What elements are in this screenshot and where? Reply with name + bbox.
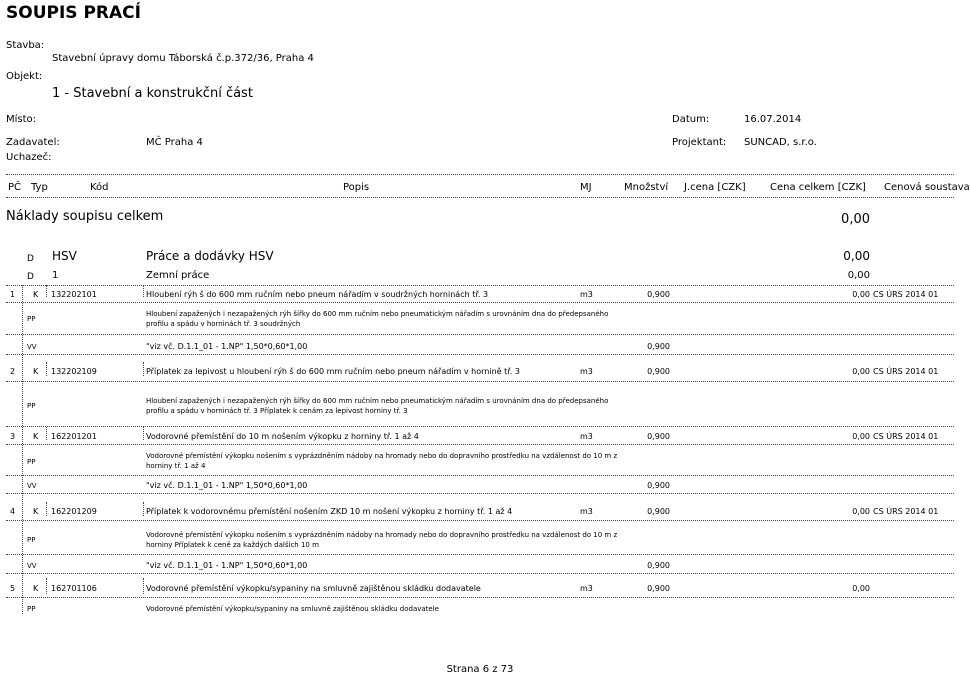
item-popis: Vodorovné přemístění do 10 m nošením výkopku z horniny tř. 1 až 4 <box>146 432 419 441</box>
item-qty: 0,900 <box>647 367 670 376</box>
column-separator <box>143 285 144 297</box>
item-popis: Příplatek za lepivost u hloubení rýh š do 600 mm ručním nebo pneum nářadím v hornině tř. 3 <box>146 367 520 376</box>
item-pc: 5 <box>10 584 16 593</box>
summary-label: Náklady soupisu celkem <box>6 209 164 224</box>
column-separator <box>46 285 47 297</box>
section-code: HSV <box>52 249 77 263</box>
section-name: Zemní práce <box>146 270 210 281</box>
pp-text-line: profilu a spádu v horninách tř. 3 Příplatek k cenám za lepivost horniny tř. 3 <box>146 407 408 415</box>
pp-text-line: Vodorovné přemístění výkopku/sypaniny na smluvně zajištěnou skládku dodavatele <box>146 605 439 613</box>
column-separator <box>143 502 144 516</box>
header-top-rule <box>6 174 954 175</box>
column-separator <box>143 578 144 594</box>
pp-label: PP <box>27 402 36 410</box>
item-popis: Hloubení rýh š do 600 mm ručním nebo pneum nářadím v soudržných horninách tř. 3 <box>146 290 489 299</box>
vv-text: "viz vč. D.1.1_01 - 1.NP" 1,50*0,60*1,00 <box>146 481 308 490</box>
item-mj: m3 <box>580 584 593 593</box>
column-separator <box>22 285 23 614</box>
vv-label: VV <box>27 343 37 351</box>
column-separator <box>143 427 144 440</box>
item-kod: 162701106 <box>51 584 97 593</box>
row-rule <box>6 554 954 555</box>
row-rule <box>6 493 954 494</box>
item-total: 0,00 <box>852 507 870 516</box>
col-pc: PČ <box>8 182 22 193</box>
stavba-value: Stavební úpravy domu Táborská č.p.372/36, Praha 4 <box>52 53 314 64</box>
objekt-value: 1 - Stavební a konstrukční část <box>52 86 253 101</box>
col-soustava: Cenová soustava <box>884 182 970 193</box>
vv-label: VV <box>27 562 37 570</box>
objekt-label: Objekt: <box>6 71 43 82</box>
projektant-label: Projektant: <box>672 137 727 148</box>
item-kod: 132202101 <box>51 290 97 299</box>
page-title: SOUPIS PRACÍ <box>6 3 141 23</box>
col-popis: Popis <box>343 182 370 193</box>
item-mj: m3 <box>580 367 593 376</box>
item-typ: K <box>33 290 39 299</box>
item-qty: 0,900 <box>647 432 670 441</box>
col-kod: Kód <box>90 182 109 193</box>
datum-label: Datum: <box>672 114 710 125</box>
stavba-label: Stavba: <box>6 40 45 51</box>
row-rule <box>6 354 954 355</box>
row-rule <box>6 520 954 521</box>
section-d: D <box>27 254 34 264</box>
pp-text-line: Hloubení zapažených i nezapažených rýh šířky do 600 mm ručním nebo pneumatickým nářadím s urovnáním dna do předepsaného <box>146 397 609 405</box>
item-popis: Vodorovné přemístění výkopku/sypaniny na smluvně zajištěnou skládku dodavatele <box>146 584 481 593</box>
projektant-value: SUNCAD, s.r.o. <box>744 137 817 148</box>
column-separator <box>46 362 47 376</box>
column-separator <box>46 427 47 440</box>
item-kod: 162201201 <box>51 432 97 441</box>
zadavatel-label: Zadavatel: <box>6 137 60 148</box>
column-separator <box>46 578 47 594</box>
item-total: 0,00 <box>852 584 870 593</box>
item-total: 0,00 <box>852 367 870 376</box>
item-typ: K <box>33 584 39 593</box>
misto-label: Místo: <box>6 114 37 125</box>
pp-text-line: horniny Příplatek k ceně za každých dalších 10 m <box>146 541 319 549</box>
item-soustava: CS ÚRS 2014 01 <box>873 507 939 516</box>
item-pc: 4 <box>10 507 16 516</box>
row-rule <box>6 426 954 427</box>
col-typ: Typ <box>31 182 48 193</box>
section-d: D <box>27 272 34 282</box>
vv-label: VV <box>27 482 37 490</box>
item-typ: K <box>33 367 39 376</box>
vv-qty: 0,900 <box>647 561 670 570</box>
item-typ: K <box>33 507 39 516</box>
item-mj: m3 <box>580 507 593 516</box>
row-rule <box>6 302 954 303</box>
item-soustava: CS ÚRS 2014 01 <box>873 290 939 299</box>
pp-label: PP <box>27 315 36 323</box>
vv-text: "viz vč. D.1.1_01 - 1.NP" 1,50*0,60*1,00 <box>146 342 308 351</box>
item-pc: 1 <box>10 290 16 299</box>
section-code: 1 <box>52 270 59 281</box>
item-total: 0,00 <box>852 290 870 299</box>
row-rule <box>6 444 954 445</box>
row-rule <box>6 475 954 476</box>
datum-value: 16.07.2014 <box>744 114 802 125</box>
pp-label: PP <box>27 605 36 613</box>
pp-text-line: horniny tř. 1 až 4 <box>146 462 206 470</box>
pp-text-line: profilu a spádu v horninách tř. 3 soudržných <box>146 320 301 328</box>
row-rule <box>6 285 954 286</box>
item-kod: 162201209 <box>51 507 97 516</box>
vv-qty: 0,900 <box>647 481 670 490</box>
pp-text-line: Hloubení zapažených i nezapažených rýh šířky do 600 mm ručním nebo pneumatickým nářadím s urovnáním dna do předepsaného <box>146 310 609 318</box>
row-rule <box>6 334 954 335</box>
uchazec-label: Uchazeč: <box>6 152 52 163</box>
pp-text-line: Vodorovné přemístění výkopku nošením s vyprázdněním nádoby na hromady nebo do dopravního prostředku na vzdálenost do 10 m z <box>146 531 618 539</box>
item-qty: 0,900 <box>647 584 670 593</box>
section-value: 0,00 <box>847 270 870 281</box>
item-total: 0,00 <box>852 432 870 441</box>
item-soustava: CS ÚRS 2014 01 <box>873 367 939 376</box>
row-rule <box>6 381 954 382</box>
row-rule <box>6 597 954 598</box>
item-qty: 0,900 <box>647 290 670 299</box>
item-mj: m3 <box>580 432 593 441</box>
column-separator <box>143 362 144 376</box>
col-mj: MJ <box>580 182 592 193</box>
pp-text-line: Vodorovné přemístění výkopku nošením s vyprázdněním nádoby na hromady nebo do dopravního prostředku na vzdálenost do 10 m z <box>146 452 618 460</box>
page-number: Strana 6 z 73 <box>446 664 514 675</box>
item-soustava: CS ÚRS 2014 01 <box>873 432 939 441</box>
row-rule <box>6 573 954 574</box>
item-pc: 3 <box>10 432 16 441</box>
zadavatel-value: MČ Praha 4 <box>146 137 203 148</box>
item-mj: m3 <box>580 290 593 299</box>
col-cena-celkem: Cena celkem [CZK] <box>770 182 866 193</box>
pp-label: PP <box>27 536 36 544</box>
column-separator <box>46 502 47 516</box>
item-pc: 2 <box>10 367 16 376</box>
header-bottom-rule <box>6 197 954 198</box>
section-name: Práce a dodávky HSV <box>146 249 274 263</box>
summary-value: 0,00 <box>841 212 870 227</box>
section-value: 0,00 <box>843 249 870 263</box>
vv-text: "viz vč. D.1.1_01 - 1.NP" 1,50*0,60*1,00 <box>146 561 308 570</box>
item-qty: 0,900 <box>647 507 670 516</box>
vv-qty: 0,900 <box>647 342 670 351</box>
col-jcena: J.cena [CZK] <box>684 182 746 193</box>
item-typ: K <box>33 432 39 441</box>
item-popis: Příplatek k vodorovnému přemístění nošením ZKD 10 m nošení výkopku z horniny tř. 1 až 4 <box>146 507 513 516</box>
item-kod: 132202109 <box>51 367 97 376</box>
col-mnozstvi: Množství <box>624 182 669 193</box>
pp-label: PP <box>27 458 36 466</box>
